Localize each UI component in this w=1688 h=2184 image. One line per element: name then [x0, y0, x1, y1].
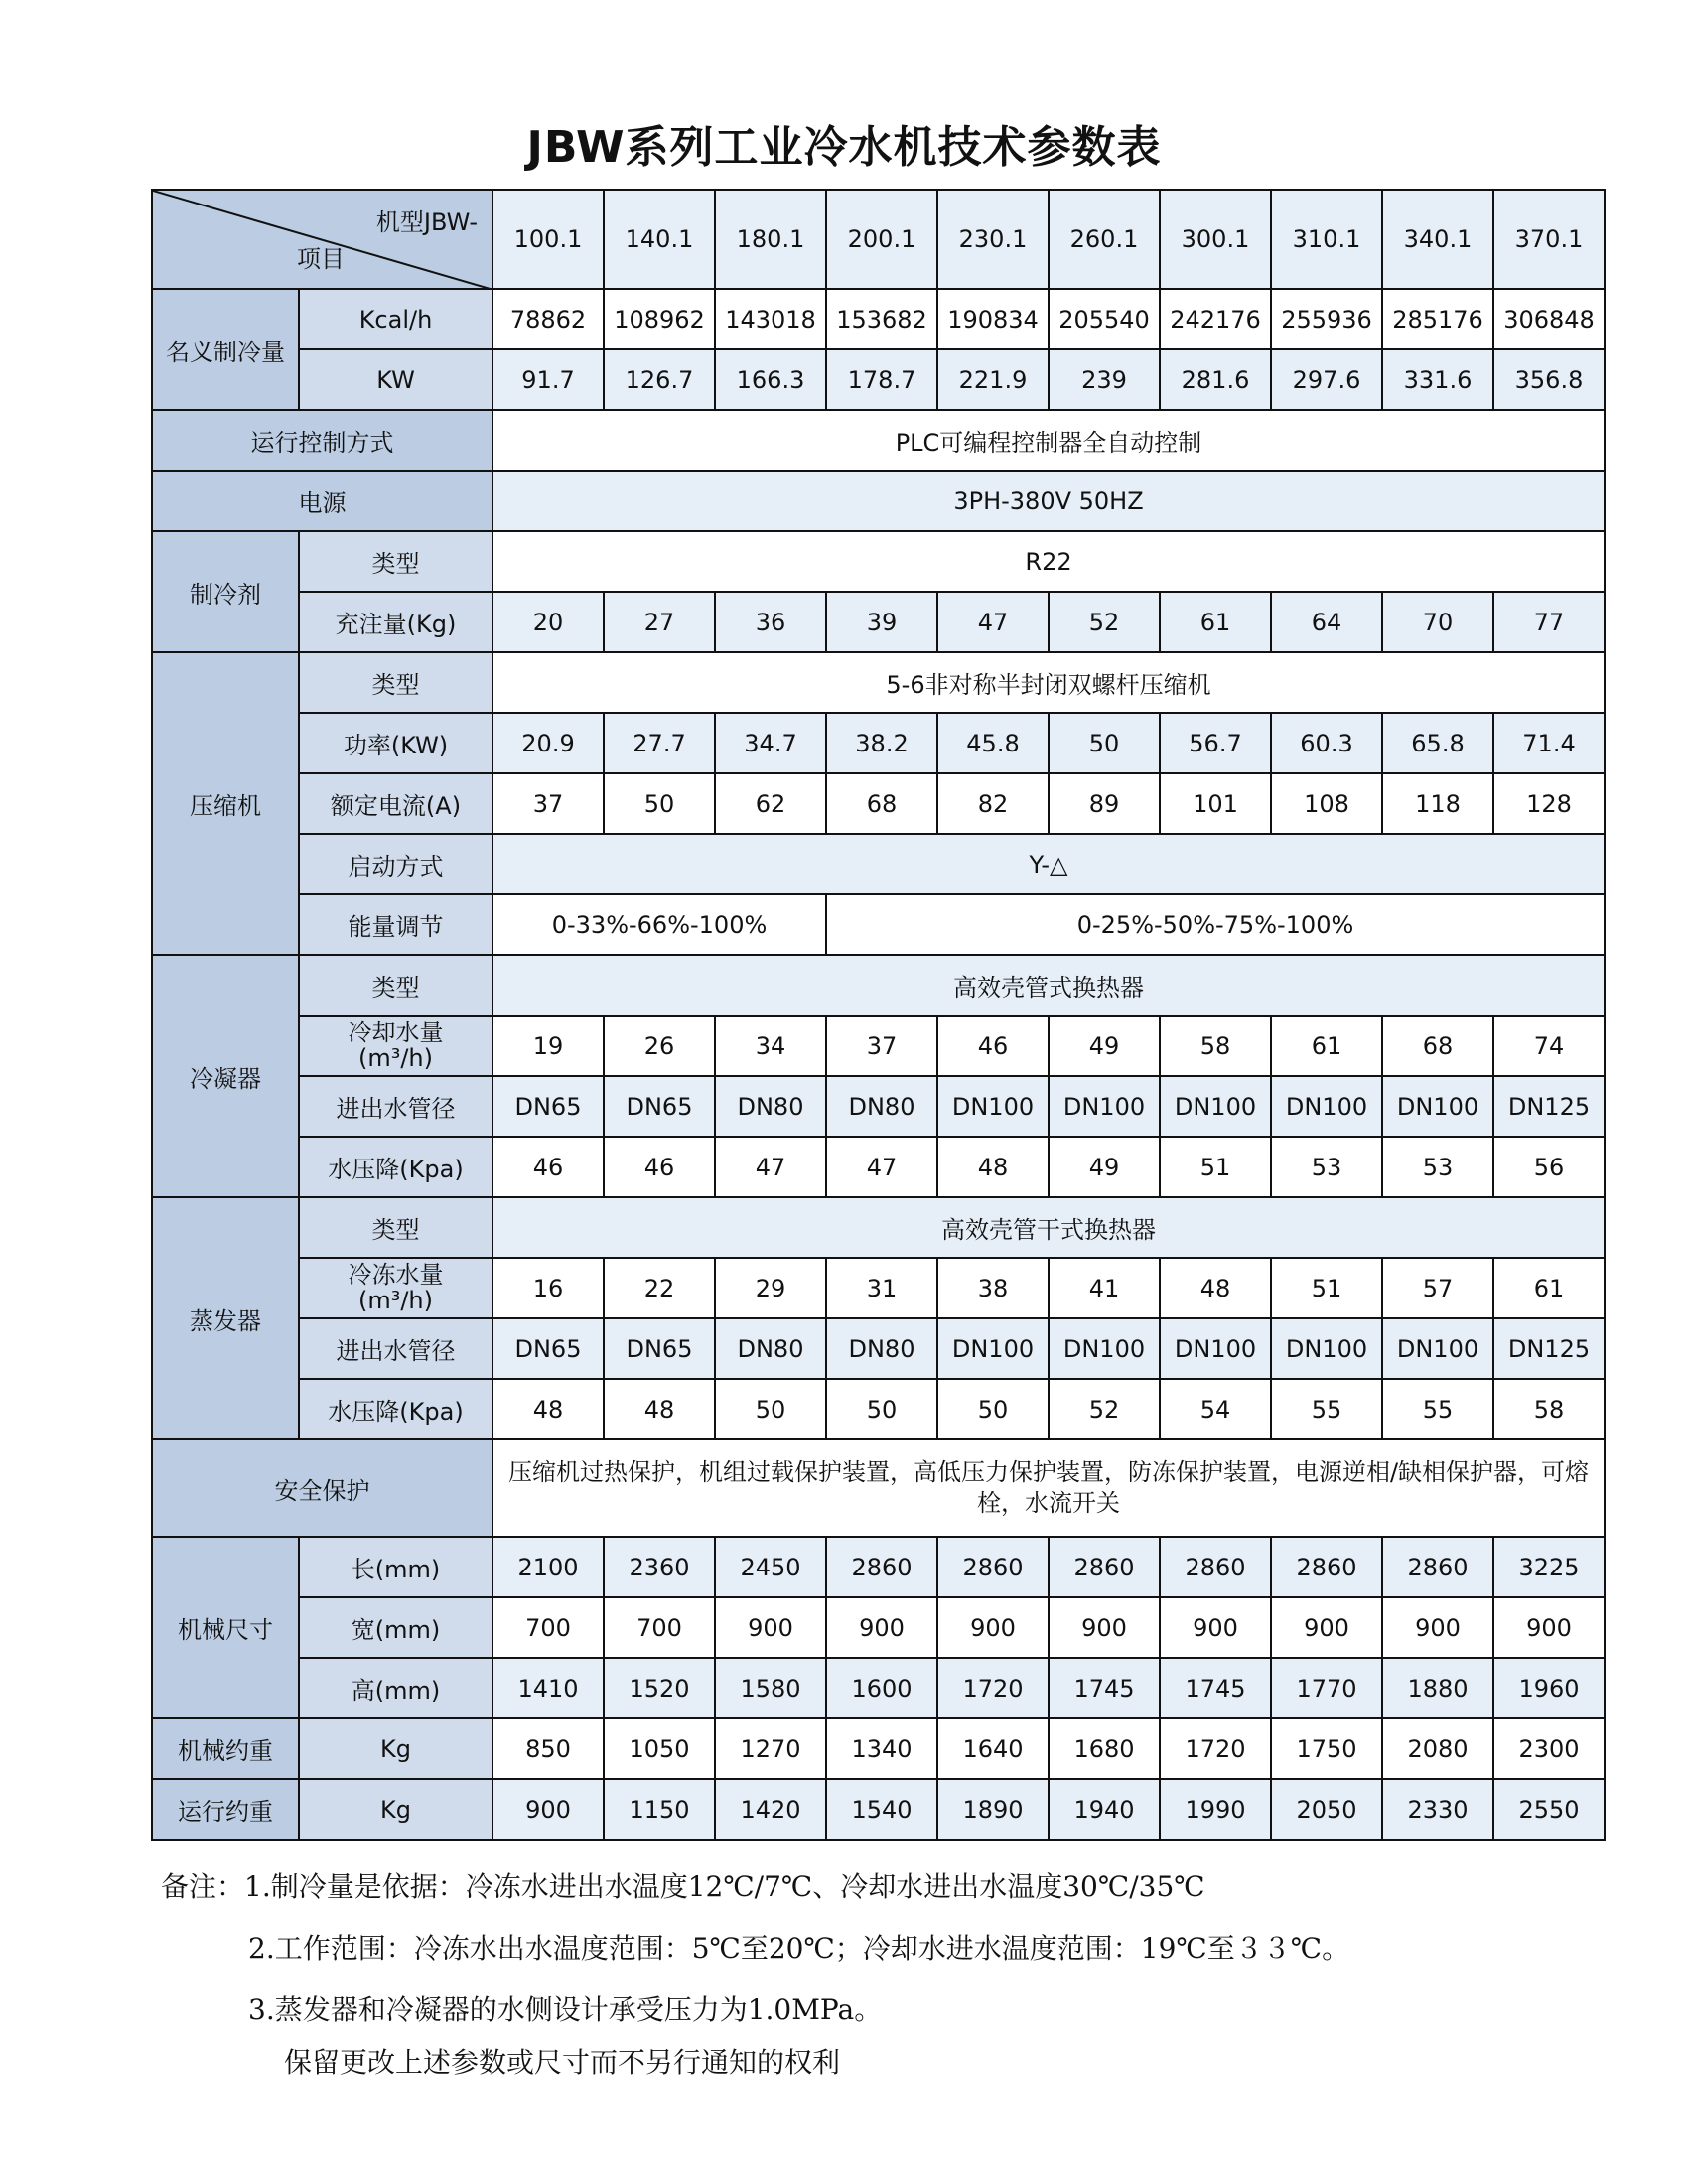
compressor-power-row: [152, 713, 1605, 773]
drop-cell: 51: [1160, 1137, 1271, 1197]
current-cell: 50: [604, 773, 715, 834]
kcal-cell: 153682: [826, 289, 937, 349]
model-label: 机型JBW-: [375, 208, 478, 236]
weight-unit: Kg: [299, 1718, 492, 1779]
drop-cell: 48: [492, 1379, 604, 1439]
evaporator-drop-label: 水压降(Kpa): [299, 1379, 492, 1439]
power-row: [152, 471, 1605, 531]
drop-cell: 46: [604, 1137, 715, 1197]
start-label: 启动方式: [299, 834, 492, 894]
power-cell: 65.8: [1382, 713, 1493, 773]
flow-label-text: 冷冻水量: [348, 1261, 444, 1290]
kw-cell: 356.8: [1493, 349, 1605, 410]
capacity-kw-row: [152, 349, 1605, 410]
width-cell: 700: [492, 1597, 604, 1658]
charge-cell: 77: [1493, 592, 1605, 652]
flow-cell: 34: [715, 1016, 826, 1076]
pipe-cell: DN100: [937, 1076, 1049, 1137]
model-cell: 140.1: [604, 190, 715, 289]
compressor-type-label: 类型: [299, 652, 492, 713]
evaporator-type-row: [152, 1197, 1605, 1258]
current-cell: 118: [1382, 773, 1493, 834]
kw-cell: 221.9: [937, 349, 1049, 410]
current-cell: 89: [1049, 773, 1160, 834]
op-weight-cell: 1150: [604, 1779, 715, 1840]
start-value: Y-△: [492, 834, 1605, 894]
spec-table: [151, 189, 1606, 1841]
length-label: 长(mm): [299, 1537, 492, 1597]
evaporator-group-label: 蒸发器: [152, 1197, 299, 1439]
compressor-type-value: 5-6非对称半封闭双螺杆压缩机: [492, 652, 1605, 713]
flow-cell: 68: [1382, 1016, 1493, 1076]
height-cell: 1770: [1271, 1658, 1382, 1718]
condenser-pipe-label: 进出水管径: [299, 1076, 492, 1137]
pipe-cell: DN100: [1049, 1318, 1160, 1379]
flow-cell: 38: [937, 1258, 1049, 1318]
height-cell: 1745: [1049, 1658, 1160, 1718]
header-diagonal-cell: [152, 190, 492, 289]
evaporator-pipe-label: 进出水管径: [299, 1318, 492, 1379]
weight-cell: 1050: [604, 1718, 715, 1779]
kcal-cell: 306848: [1493, 289, 1605, 349]
power-cell: 60.3: [1271, 713, 1382, 773]
op-weight-cell: 2550: [1493, 1779, 1605, 1840]
drop-cell: 55: [1271, 1379, 1382, 1439]
evaporator-flow-label: [299, 1258, 492, 1318]
compressor-current-row: [152, 773, 1605, 834]
model-cell: 340.1: [1382, 190, 1493, 289]
length-cell: 2860: [826, 1537, 937, 1597]
power-cell: 71.4: [1493, 713, 1605, 773]
condenser-group-label: 冷凝器: [152, 955, 299, 1197]
pipe-cell: DN80: [715, 1318, 826, 1379]
pipe-cell: DN65: [492, 1076, 604, 1137]
pipe-cell: DN100: [1160, 1076, 1271, 1137]
kw-cell: 126.7: [604, 349, 715, 410]
kcal-label: Kcal/h: [299, 289, 492, 349]
width-cell: 900: [1493, 1597, 1605, 1658]
length-cell: 2360: [604, 1537, 715, 1597]
height-cell: 1745: [1160, 1658, 1271, 1718]
weight-cell: 2080: [1382, 1718, 1493, 1779]
drop-cell: 55: [1382, 1379, 1493, 1439]
power-cell: 20.9: [492, 713, 604, 773]
kw-cell: 239: [1049, 349, 1160, 410]
weight-cell: 850: [492, 1718, 604, 1779]
condenser-drop-label: 水压降(Kpa): [299, 1137, 492, 1197]
drop-cell: 47: [826, 1137, 937, 1197]
height-cell: 1960: [1493, 1658, 1605, 1718]
current-cell: 101: [1160, 773, 1271, 834]
dim-width-row: [152, 1597, 1605, 1658]
charge-label: 充注量(Kg): [299, 592, 492, 652]
drop-cell: 46: [492, 1137, 604, 1197]
op-weight-cell: 2050: [1271, 1779, 1382, 1840]
safety-row: [152, 1439, 1605, 1537]
weight-cell: 1640: [937, 1718, 1049, 1779]
weight-cell: 1750: [1271, 1718, 1382, 1779]
pipe-cell: DN100: [1160, 1318, 1271, 1379]
width-cell: 900: [1382, 1597, 1493, 1658]
note-1: 备注：1.制冷量是依据：冷冻水进出水温度12℃/7℃、冷却水进出水温度30℃/35℃: [161, 1870, 1205, 1903]
length-cell: 2860: [1160, 1537, 1271, 1597]
note-3: 3.蒸发器和冷凝器的水侧设计承受压力为1.0MPa。: [248, 1993, 883, 2026]
kw-cell: 331.6: [1382, 349, 1493, 410]
kw-cell: 178.7: [826, 349, 937, 410]
weight-cell: 1720: [1160, 1718, 1271, 1779]
refrigerant-type-value: R22: [492, 531, 1605, 592]
condenser-type-row: [152, 955, 1605, 1016]
kw-cell: 297.6: [1271, 349, 1382, 410]
kcal-cell: 255936: [1271, 289, 1382, 349]
op-weight-cell: 1890: [937, 1779, 1049, 1840]
width-cell: 900: [1049, 1597, 1160, 1658]
refrigerant-charge-row: [152, 592, 1605, 652]
condenser-flow-label: [299, 1016, 492, 1076]
energy-value-a: 0-33%-66%-100%: [492, 894, 826, 955]
model-cell: 300.1: [1160, 190, 1271, 289]
note-4: 保留更改上述参数或尺寸而不另行通知的权利: [284, 2046, 841, 2079]
weight-label: 机械约重: [152, 1718, 299, 1779]
kw-cell: 281.6: [1160, 349, 1271, 410]
condenser-type-label: 类型: [299, 955, 492, 1016]
condenser-drop-row: [152, 1137, 1605, 1197]
drop-cell: 52: [1049, 1379, 1160, 1439]
length-cell: 2450: [715, 1537, 826, 1597]
kcal-cell: 108962: [604, 289, 715, 349]
pipe-cell: DN100: [1271, 1318, 1382, 1379]
current-cell: 108: [1271, 773, 1382, 834]
flow-cell: 31: [826, 1258, 937, 1318]
item-label: 项目: [297, 245, 345, 273]
dim-height-row: [152, 1658, 1605, 1718]
width-cell: 900: [1271, 1597, 1382, 1658]
drop-cell: 58: [1493, 1379, 1605, 1439]
condenser-flow-row: [152, 1016, 1605, 1076]
kcal-cell: 205540: [1049, 289, 1160, 349]
charge-cell: 64: [1271, 592, 1382, 652]
op-weight-cell: 1540: [826, 1779, 937, 1840]
height-cell: 1580: [715, 1658, 826, 1718]
charge-cell: 61: [1160, 592, 1271, 652]
weight-cell: 2300: [1493, 1718, 1605, 1779]
current-cell: 68: [826, 773, 937, 834]
refrigerant-group-label: 制冷剂: [152, 531, 299, 652]
kcal-cell: 190834: [937, 289, 1049, 349]
drop-cell: 48: [604, 1379, 715, 1439]
op-weight-cell: 1990: [1160, 1779, 1271, 1840]
evaporator-flow-row: [152, 1258, 1605, 1318]
flow-cell: 46: [937, 1016, 1049, 1076]
flow-cell: 61: [1493, 1258, 1605, 1318]
control-label: 运行控制方式: [152, 410, 492, 471]
compressor-group-label: 压缩机: [152, 652, 299, 955]
height-label: 高(mm): [299, 1658, 492, 1718]
evaporator-drop-row: [152, 1379, 1605, 1439]
page-title: JBW系列工业冷水机技术参数表: [526, 122, 1162, 173]
pipe-cell: DN125: [1493, 1318, 1605, 1379]
weight-row: [152, 1718, 1605, 1779]
pipe-cell: DN125: [1493, 1076, 1605, 1137]
height-cell: 1600: [826, 1658, 937, 1718]
capacity-kcal-row: [152, 289, 1605, 349]
power-cell: 38.2: [826, 713, 937, 773]
current-cell: 37: [492, 773, 604, 834]
evaporator-type-value: 高效壳管干式换热器: [492, 1197, 1605, 1258]
length-cell: 2100: [492, 1537, 604, 1597]
weight-cell: 1680: [1049, 1718, 1160, 1779]
compressor-energy-row: [152, 894, 1605, 955]
dimensions-group-label: 机械尺寸: [152, 1537, 299, 1718]
model-cell: 260.1: [1049, 190, 1160, 289]
control-value: PLC可编程控制器全自动控制: [492, 410, 1605, 471]
condenser-type-value: 高效壳管式换热器: [492, 955, 1605, 1016]
model-cell: 180.1: [715, 190, 826, 289]
flow-cell: 61: [1271, 1016, 1382, 1076]
drop-cell: 50: [937, 1379, 1049, 1439]
flow-cell: 37: [826, 1016, 937, 1076]
power-cell: 50: [1049, 713, 1160, 773]
op-weight-cell: 900: [492, 1779, 604, 1840]
evaporator-pipe-row: [152, 1318, 1605, 1379]
pipe-cell: DN65: [492, 1318, 604, 1379]
height-cell: 1880: [1382, 1658, 1493, 1718]
op-weight-unit: Kg: [299, 1779, 492, 1840]
header-row: [152, 190, 1605, 289]
power-label: 电源: [152, 471, 492, 531]
safety-label: 安全保护: [152, 1439, 492, 1537]
kw-cell: 166.3: [715, 349, 826, 410]
power-value: 3PH-380V 50HZ: [492, 471, 1605, 531]
flow-unit-text: (m³/h): [357, 1043, 434, 1072]
pipe-cell: DN80: [826, 1318, 937, 1379]
charge-cell: 20: [492, 592, 604, 652]
drop-cell: 50: [715, 1379, 826, 1439]
current-cell: 82: [937, 773, 1049, 834]
kcal-cell: 143018: [715, 289, 826, 349]
compressor-power-label: 功率(KW): [299, 713, 492, 773]
height-cell: 1520: [604, 1658, 715, 1718]
compressor-type-row: [152, 652, 1605, 713]
kw-cell: 91.7: [492, 349, 604, 410]
safety-value: 压缩机过热保护，机组过载保护装置，高低压力保护装置，防冻保护装置，电源逆相/缺相保护器，可熔栓，水流开关: [492, 1439, 1605, 1537]
drop-cell: 53: [1271, 1137, 1382, 1197]
kw-label: KW: [299, 349, 492, 410]
height-cell: 1720: [937, 1658, 1049, 1718]
kcal-cell: 242176: [1160, 289, 1271, 349]
pipe-cell: DN65: [604, 1318, 715, 1379]
drop-cell: 49: [1049, 1137, 1160, 1197]
charge-cell: 36: [715, 592, 826, 652]
current-cell: 128: [1493, 773, 1605, 834]
length-cell: 3225: [1493, 1537, 1605, 1597]
pipe-cell: DN100: [1049, 1076, 1160, 1137]
current-label: 额定电流(A): [299, 773, 492, 834]
pipe-cell: DN80: [715, 1076, 826, 1137]
drop-cell: 47: [715, 1137, 826, 1197]
refrigerant-type-row: [152, 531, 1605, 592]
refrigerant-type-label: 类型: [299, 531, 492, 592]
evaporator-type-label: 类型: [299, 1197, 492, 1258]
model-cell: 370.1: [1493, 190, 1605, 289]
power-cell: 45.8: [937, 713, 1049, 773]
kcal-cell: 285176: [1382, 289, 1493, 349]
width-label: 宽(mm): [299, 1597, 492, 1658]
width-cell: 900: [826, 1597, 937, 1658]
flow-cell: 48: [1160, 1258, 1271, 1318]
flow-label-text: 冷却水量: [348, 1019, 444, 1047]
charge-cell: 27: [604, 592, 715, 652]
model-cell: 200.1: [826, 190, 937, 289]
dim-length-row: [152, 1537, 1605, 1597]
op-weight-label: 运行约重: [152, 1779, 299, 1840]
flow-cell: 19: [492, 1016, 604, 1076]
power-cell: 56.7: [1160, 713, 1271, 773]
length-cell: 2860: [1049, 1537, 1160, 1597]
charge-cell: 47: [937, 592, 1049, 652]
notes: [161, 1856, 1349, 2085]
charge-cell: 70: [1382, 592, 1493, 652]
op-weight-row: [152, 1779, 1605, 1840]
op-weight-cell: 1420: [715, 1779, 826, 1840]
note-2: 2.工作范围：冷冻水出水温度范围：5℃至20℃；冷却水进水温度范围：19℃至３３℃。: [248, 1932, 1350, 1965]
control-row: [152, 410, 1605, 471]
length-cell: 2860: [1382, 1537, 1493, 1597]
drop-cell: 53: [1382, 1137, 1493, 1197]
op-weight-cell: 1940: [1049, 1779, 1160, 1840]
current-cell: 62: [715, 773, 826, 834]
weight-cell: 1340: [826, 1718, 937, 1779]
compressor-start-row: [152, 834, 1605, 894]
drop-cell: 54: [1160, 1379, 1271, 1439]
charge-cell: 52: [1049, 592, 1160, 652]
flow-cell: 26: [604, 1016, 715, 1076]
kcal-cell: 78862: [492, 289, 604, 349]
drop-cell: 50: [826, 1379, 937, 1439]
flow-cell: 16: [492, 1258, 604, 1318]
flow-cell: 41: [1049, 1258, 1160, 1318]
power-cell: 34.7: [715, 713, 826, 773]
flow-cell: 22: [604, 1258, 715, 1318]
height-cell: 1410: [492, 1658, 604, 1718]
flow-unit-text: (m³/h): [357, 1286, 434, 1314]
width-cell: 900: [937, 1597, 1049, 1658]
model-cell: 230.1: [937, 190, 1049, 289]
pipe-cell: DN100: [937, 1318, 1049, 1379]
flow-cell: 74: [1493, 1016, 1605, 1076]
drop-cell: 48: [937, 1137, 1049, 1197]
capacity-group-label: 名义制冷量: [152, 289, 299, 410]
flow-cell: 29: [715, 1258, 826, 1318]
flow-cell: 57: [1382, 1258, 1493, 1318]
model-cell: 310.1: [1271, 190, 1382, 289]
pipe-cell: DN100: [1271, 1076, 1382, 1137]
flow-cell: 49: [1049, 1016, 1160, 1076]
model-cell: 100.1: [492, 190, 604, 289]
condenser-pipe-row: [152, 1076, 1605, 1137]
width-cell: 900: [1160, 1597, 1271, 1658]
energy-value-b: 0-25%-50%-75%-100%: [826, 894, 1605, 955]
pipe-cell: DN80: [826, 1076, 937, 1137]
power-cell: 27.7: [604, 713, 715, 773]
width-cell: 700: [604, 1597, 715, 1658]
flow-cell: 58: [1160, 1016, 1271, 1076]
drop-cell: 56: [1493, 1137, 1605, 1197]
pipe-cell: DN100: [1382, 1318, 1493, 1379]
width-cell: 900: [715, 1597, 826, 1658]
op-weight-cell: 2330: [1382, 1779, 1493, 1840]
length-cell: 2860: [1271, 1537, 1382, 1597]
weight-cell: 1270: [715, 1718, 826, 1779]
energy-label: 能量调节: [299, 894, 492, 955]
length-cell: 2860: [937, 1537, 1049, 1597]
flow-cell: 51: [1271, 1258, 1382, 1318]
pipe-cell: DN100: [1382, 1076, 1493, 1137]
pipe-cell: DN65: [604, 1076, 715, 1137]
charge-cell: 39: [826, 592, 937, 652]
